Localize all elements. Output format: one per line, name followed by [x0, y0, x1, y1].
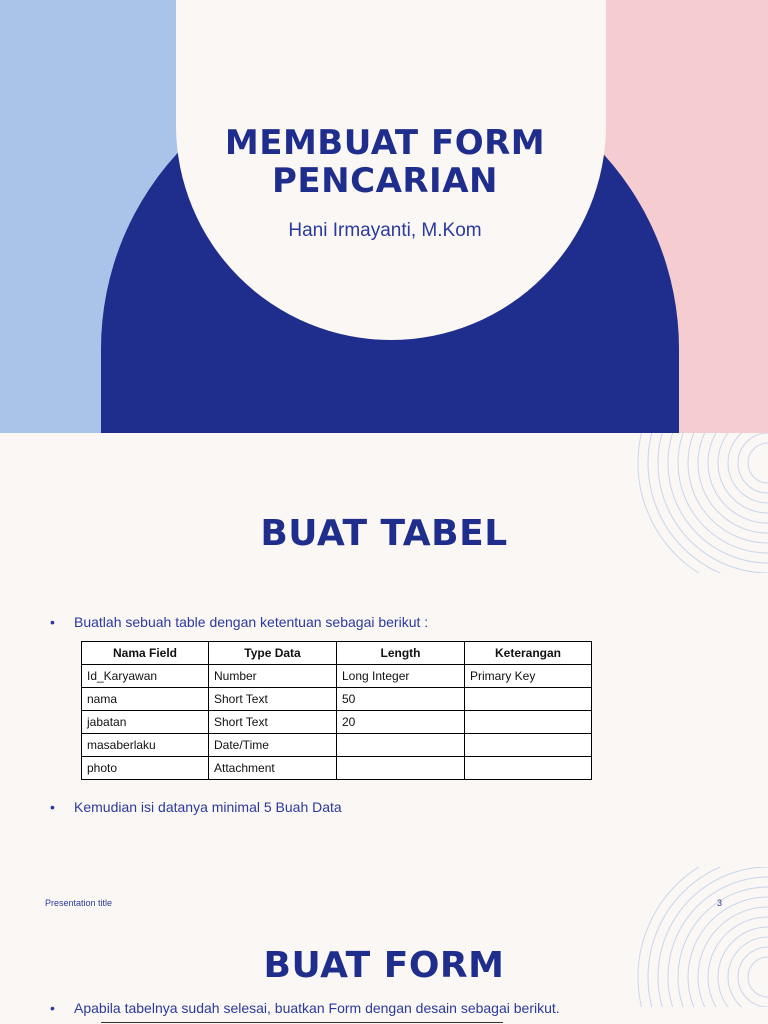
- form-design-top-edge: [101, 1022, 503, 1023]
- bullet-item: [50, 614, 428, 630]
- table-cell: Short Text: [209, 688, 337, 711]
- table-cell: Long Integer: [337, 665, 465, 688]
- table-cell: [465, 757, 592, 780]
- footer-presentation-title: Presentation title: [45, 898, 113, 908]
- table-cell: [465, 734, 592, 757]
- table-cell: 50: [337, 688, 465, 711]
- column-header: Keterangan: [465, 642, 592, 665]
- bullet-text: Apabila tabelnya sudah selesai, buatkan Form dengan desain sebagai berikut.: [74, 1000, 560, 1016]
- bullet-dot: •: [50, 614, 55, 630]
- table-row: [82, 711, 592, 734]
- bullet-item: [50, 799, 342, 815]
- table-row: [82, 665, 592, 688]
- table-cell: photo: [82, 757, 209, 780]
- page-number: 3: [717, 898, 723, 908]
- field-spec-table: [81, 641, 592, 780]
- author-name: Hani Irmayanti, M.Kom: [288, 220, 482, 241]
- table-cell: 20: [337, 711, 465, 734]
- slide-title: MEMBUAT FORM PENCARIAN: [224, 123, 546, 201]
- table-slide: [0, 433, 768, 867]
- section-heading: BUAT FORM: [263, 945, 505, 986]
- table-row: [82, 688, 592, 711]
- bullet-dot: •: [50, 799, 55, 815]
- table-cell: [465, 711, 592, 734]
- table-cell: Id_Karyawan: [82, 665, 209, 688]
- column-header: Nama Field: [82, 642, 209, 665]
- table-cell: [337, 734, 465, 757]
- table-cell: [465, 688, 592, 711]
- bullet-item: [50, 1000, 560, 1016]
- column-header: Length: [337, 642, 465, 665]
- table-row: [82, 757, 592, 780]
- table-header-row: [82, 642, 592, 665]
- section-heading: BUAT TABEL: [260, 513, 508, 554]
- decorative-arcs: [618, 867, 768, 1007]
- table-cell: Attachment: [209, 757, 337, 780]
- table-cell: Short Text: [209, 711, 337, 734]
- table-cell: nama: [82, 688, 209, 711]
- table-cell: Date/Time: [209, 734, 337, 757]
- title-slide: [0, 0, 768, 433]
- bullet-dot: •: [50, 1000, 55, 1016]
- form-slide: [0, 867, 768, 1024]
- table-cell: Number: [209, 665, 337, 688]
- bullet-text: Kemudian isi datanya minimal 5 Buah Data: [74, 799, 342, 815]
- bullet-text: Buatlah sebuah table dengan ketentuan sebagai berikut :: [74, 614, 429, 630]
- column-header: Type Data: [209, 642, 337, 665]
- table-cell: [337, 757, 465, 780]
- table-cell: jabatan: [82, 711, 209, 734]
- table-cell: masaberlaku: [82, 734, 209, 757]
- table-cell: Primary Key: [465, 665, 592, 688]
- table-row: [82, 734, 592, 757]
